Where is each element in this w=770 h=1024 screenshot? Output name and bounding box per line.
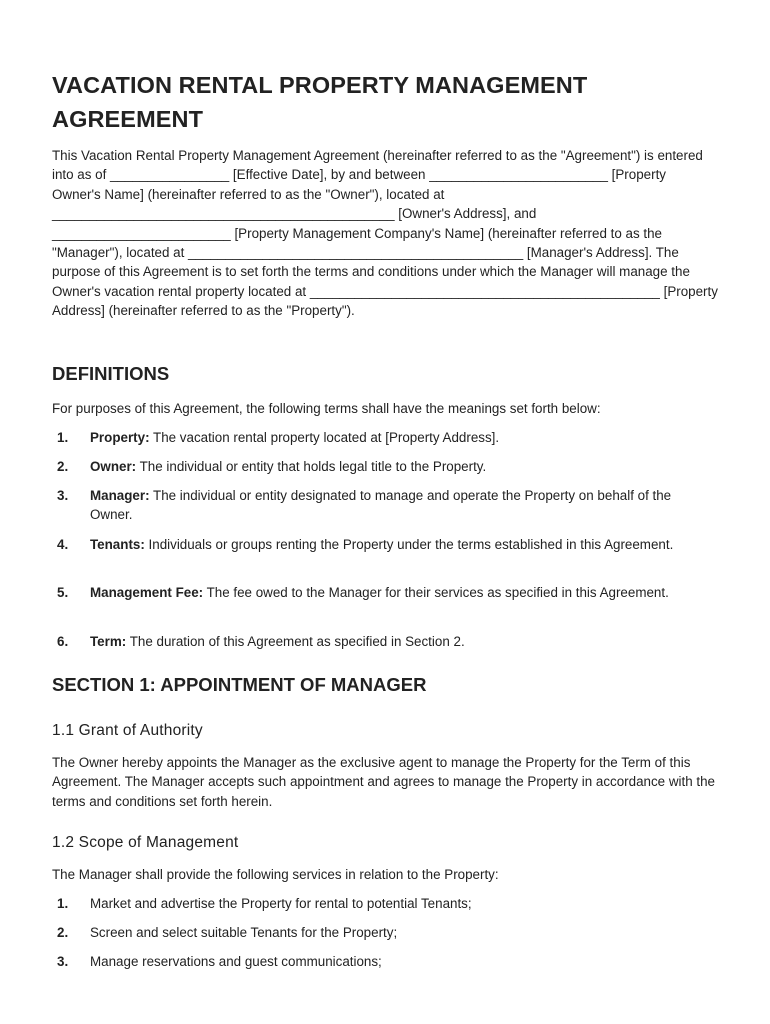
list-number: 6. [57,634,69,649]
definition-item [52,428,718,447]
list-number: 1. [57,896,69,911]
list-number: 2. [57,459,69,474]
grant-of-authority-heading: 1.1 Grant of Authority [52,722,203,739]
definition-text: The fee owed to the Manager for their services as specified in this Agreement. [203,585,669,600]
definitions-heading: DEFINITIONS [52,363,170,384]
definition-term: Management Fee: [90,585,204,600]
definition-text: Individuals or groups renting the Property under the terms established in this Agreement. [144,537,674,552]
scope-of-management-heading: 1.2 Scope of Management [52,834,239,851]
list-item [52,923,718,942]
list-number: 3. [57,954,69,969]
list-number: 4. [57,537,69,552]
list-number: 3. [57,488,69,503]
definition-item [52,583,718,602]
definition-item [52,486,718,525]
section1-heading: SECTION 1: APPOINTMENT OF MANAGER [52,674,427,695]
list-item-text: Market and advertise the Property for rental to potential Tenants; [90,896,472,911]
definition-item [52,632,718,651]
definition-term: Property: [90,430,150,445]
list-number: 5. [57,585,69,600]
definition-text: The vacation rental property located at [Property Address]. [149,430,500,445]
definition-item [52,457,718,476]
definition-term: Manager: [90,488,150,503]
list-item-text: Screen and select suitable Tenants for the Property; [90,925,398,940]
definition-term: Owner: [90,459,137,474]
definition-term: Term: [90,634,127,649]
scope-lead: The Manager shall provide the following services in relation to the Property: [52,867,499,882]
definition-term: Tenants: [90,537,145,552]
intro-paragraph: This Vacation Rental Property Management Agreement (hereinafter referred to as the "Agreement") is entered into as of ________________ [Effective Date], by and between ________________________ [Property Owner's Name] (hereinafter referred to as the "Owner"), located at ______________________________________________ [Owner's Address], and ________________________ [Property Management Company's Name] (hereinafter referred to as the "Manager"), located at _____________________________________________ [Manager's Address]. The purpose of this Agreement is to set forth the terms and conditions under which the Manager will manage the Owner's vacation rental property located at _______________________________________________ [Property Address] (hereinafter referred to as the "Property"). [52,148,718,319]
definition-text: The individual or entity designated to manage and operate the Property on behalf of the Owner. [90,488,672,523]
list-item [52,894,718,913]
definition-text: The duration of this Agreement as specified in Section 2. [126,634,465,649]
list-item-text: Manage reservations and guest communications; [90,954,382,969]
definition-item [52,535,718,554]
definitions-lead: For purposes of this Agreement, the following terms shall have the meanings set forth below: [52,401,601,416]
grant-of-authority-text: The Owner hereby appoints the Manager as the exclusive agent to manage the Property for the Term of this Agreement. The Manager accepts such appointment and agrees to manage the Property in accordance with the terms and conditions set forth herein. [52,755,715,809]
definition-text: The individual or entity that holds legal title to the Property. [136,459,487,474]
list-number: 1. [57,430,69,445]
list-item [52,952,718,971]
document-title: VACATION RENTAL PROPERTY MANAGEMENT AGREEMENT [52,72,588,132]
list-number: 2. [57,925,69,940]
